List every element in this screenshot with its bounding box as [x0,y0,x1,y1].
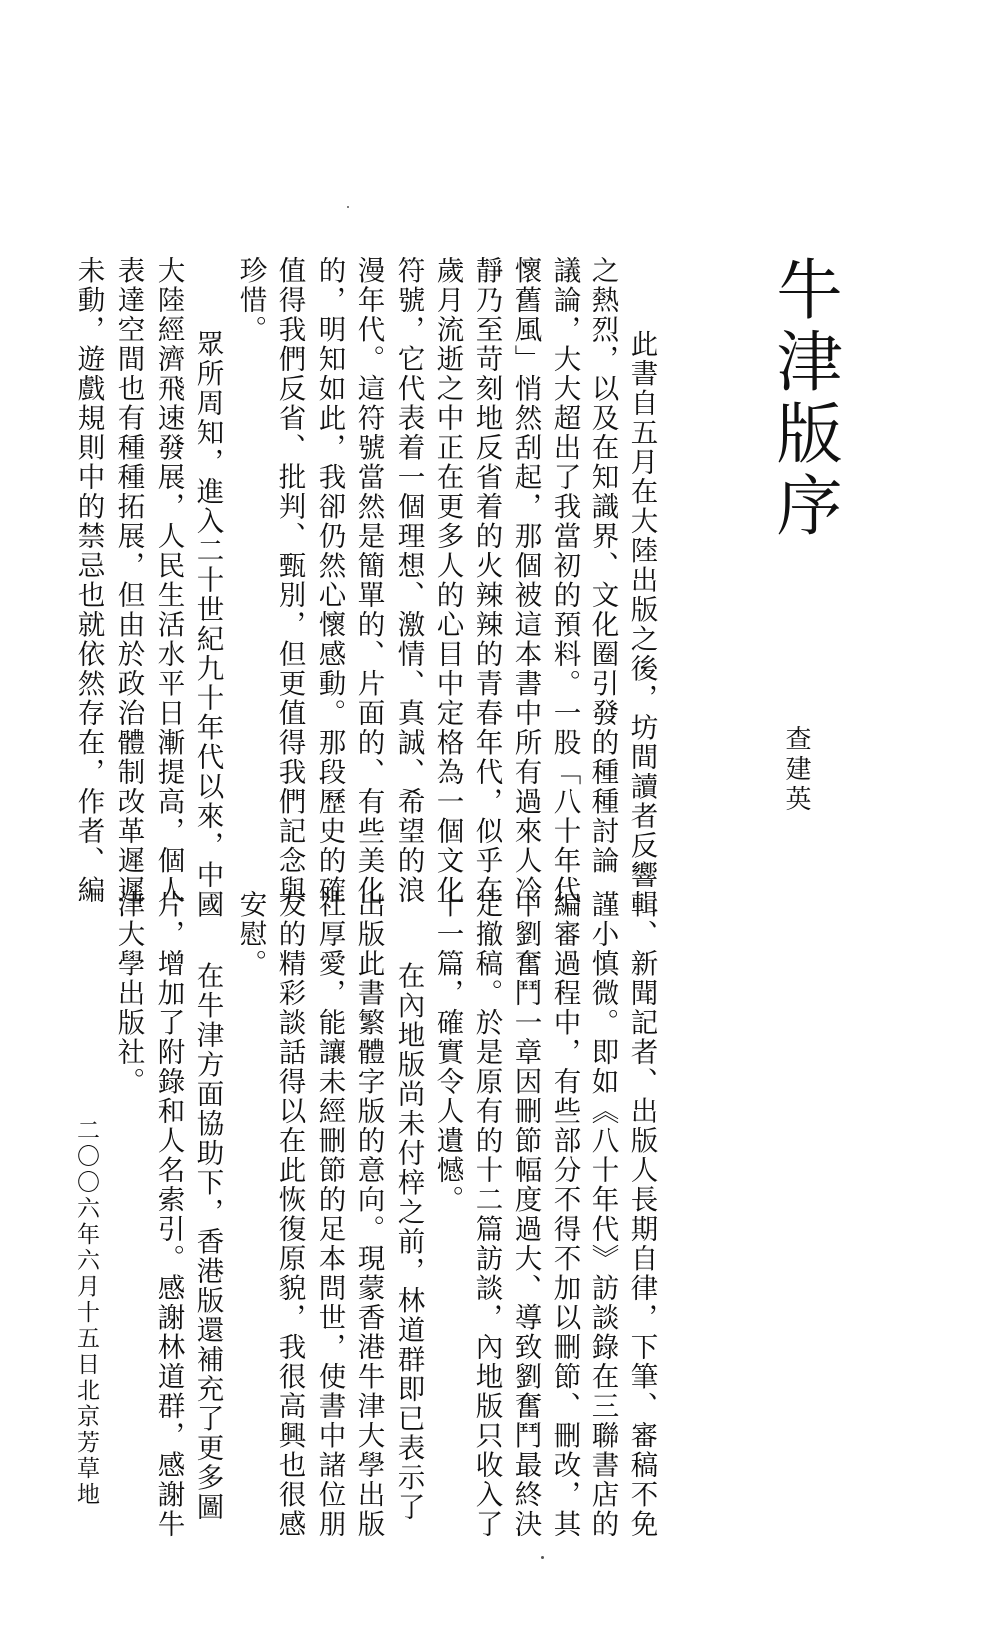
text-column: 津大學出版社。 [112,890,145,1097]
text-column: 謹小慎微。即如《八十年代》訪談錄在三聯書店的 [586,890,619,1539]
text-column: 歲月流逝之中正在更多人的心目中定格為一個文化 [431,256,464,905]
scan-speck [541,1556,544,1559]
text-column: 定撤稿。於是原有的十二篇訪談，內地版只收入了 [470,890,503,1539]
text-column: 符號，它代表着一個理想、激情、真誠、希望的浪 [392,256,425,905]
text-column: 此書自五月在大陸出版之後，坊間讀者反響 [625,300,658,890]
page-title: 牛津版序 [765,255,842,543]
text-column: 大陸經濟飛速發展，人民生活水平日漸提高，個人 [152,256,185,905]
text-column: 值得我們反省、批判、甄別，但更值得我們記念與 [273,256,306,905]
scan-speck [347,206,349,208]
text-column: 安慰。 [234,890,267,979]
text-column: 出版此書繁體字版的意向。現蒙香港牛津大學出版 [352,890,385,1539]
text-column: 片，增加了附錄和人名索引。感謝林道群，感謝牛 [152,890,185,1539]
text-column: 懷舊風」悄然刮起，那個被這本書中所有過來人冷 [509,256,542,905]
text-column: 議論，大大超出了我當初的預料。一股「八十年代 [548,256,581,905]
text-column: 表達空間也有種種拓展，但由於政治體制改革遲遲 [112,256,145,905]
date-line: 二〇〇六年六月十五日北京芳草地 [73,1118,99,1508]
text-column: 之熱烈，以及在知識界、文化圈引發的種種討論 [586,256,619,876]
text-column: 編審過程中，有些部分不得不加以刪節、刪改，其 [548,890,581,1539]
text-column: 未動，遊戲規則中的禁忌也就依然存在，作者、編 [72,256,105,905]
text-column: 輯、新聞記者、出版人長期自律，下筆、審稿不免 [625,890,658,1539]
text-column: 友的精彩談話得以在此恢復原貌，我很高興也很感 [273,890,306,1539]
text-column: 眾所周知，進入二十世紀九十年代以來，中國 [191,300,224,920]
text-column: 十一篇，確實令人遺憾。 [431,890,464,1215]
text-column: 漫年代。這符號當然是簡單的、片面的、有些美化 [352,256,385,905]
text-column: 在牛津方面協助下，香港版還補充了更多圖 [191,932,224,1522]
text-column: 的，明知如此，我卻仍然心懷感動。那段歷史的確 [313,256,346,905]
author-name: 查建英 [781,725,811,815]
text-column: 中劉奮鬥一章因刪節幅度過大、導致劉奮鬥最終決 [509,890,542,1539]
text-column: 珍惜。 [234,256,267,345]
text-column: 社厚愛，能讓未經刪節的足本問世，使書中諸位朋 [313,890,346,1539]
text-column: 靜乃至苛刻地反省着的火辣辣的青春年代，似乎在 [470,256,503,905]
text-column: 在內地版尚未付梓之前，林道群即已表示了 [392,932,425,1522]
